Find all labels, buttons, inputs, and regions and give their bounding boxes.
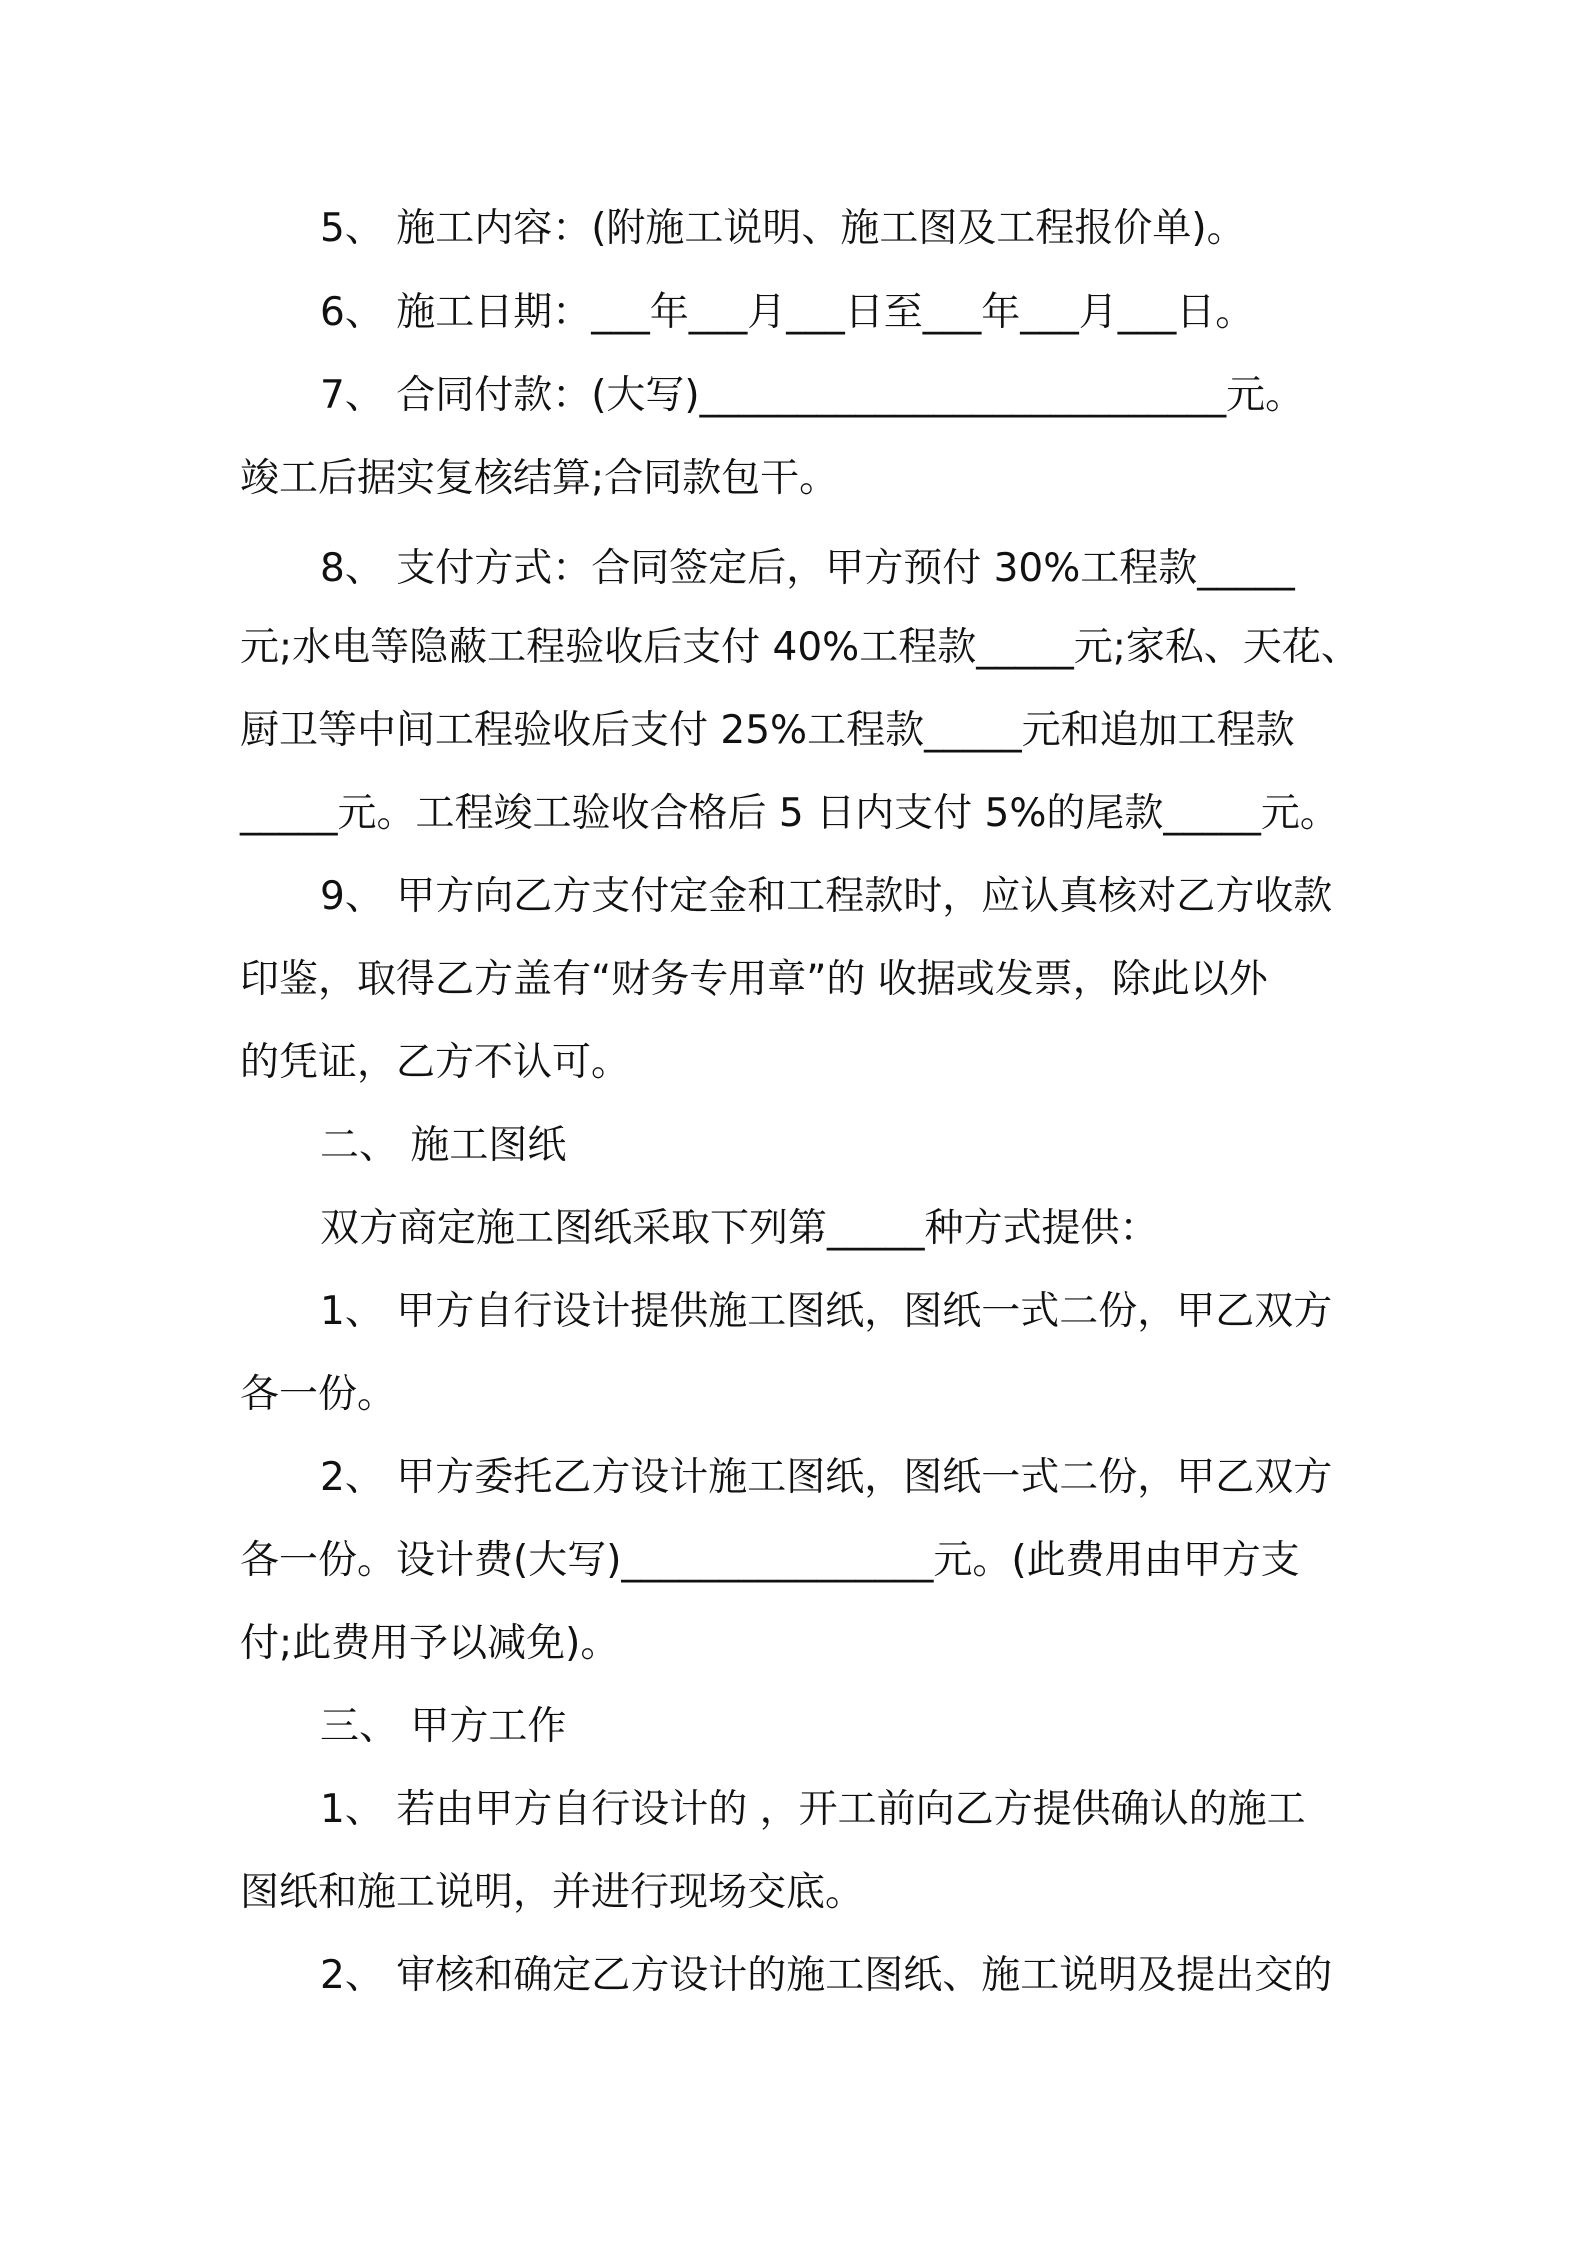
clause-6-construction-dates: 6、 施工日期：___年___月___日至___年___月___日。 [320,290,1255,335]
section-2-option-1: 1、 甲方自行设计提供施工图纸，图纸一式二份，甲乙双方 [320,1289,1333,1334]
clause-9-line-3: 的凭证，乙方不认可。 [240,1040,631,1085]
clause-8-line-2: 元;水电等隐蔽工程验收后支付 40%工程款_____元;家私、天花、 [240,625,1360,670]
section-2-heading: 二、 施工图纸 [320,1123,567,1168]
section-2-option-2-line-2: 各一份。设计费(大写)________________元。(此费用由甲方支 [240,1538,1300,1583]
clause-7-contract-payment: 7、 合同付款：(大写)___________________________元。 [320,373,1305,418]
section-3-item-2: 2、 审核和确定乙方设计的施工图纸、施工说明及提出交的 [320,1953,1333,1998]
clause-9-line-2: 印鉴，取得乙方盖有“财务专用章”的 收据或发票，除此以外 [240,957,1268,1002]
clause-5-construction-content: 5、 施工内容：(附施工说明、施工图及工程报价单)。 [320,206,1246,251]
section-2-option-2-line-3: 付;此费用予以减免)。 [240,1621,620,1666]
clause-8-payment-method: 8、 支付方式：合同签定后，甲方预付 30%工程款_____ [320,546,1295,591]
clause-8-line-4: _____元。工程竣工验收合格后 5 日内支付 5%的尾款_____元。 [240,791,1339,836]
clause-7-continuation: 竣工后据实复核结算;合同款包干。 [240,456,839,501]
section-3-heading: 三、 甲方工作 [320,1704,567,1749]
clause-8-line-3: 厨卫等中间工程验收后支付 25%工程款_____元和追加工程款 [240,708,1295,753]
section-2-option-1-continuation: 各一份。 [240,1372,397,1417]
clause-9-payment-verification: 9、 甲方向乙方支付定金和工程款时，应认真核对乙方收款 [320,874,1333,919]
section-3-item-1: 1、 若由甲方自行设计的 ，开工前向乙方提供确认的施工 [320,1787,1306,1832]
section-2-option-2: 2、 甲方委托乙方设计施工图纸，图纸一式二份，甲乙双方 [320,1455,1333,1500]
section-3-item-1-continuation: 图纸和施工说明，并进行现场交底。 [240,1870,865,1915]
section-2-intro: 双方商定施工图纸采取下列第_____种方式提供： [320,1206,1159,1251]
